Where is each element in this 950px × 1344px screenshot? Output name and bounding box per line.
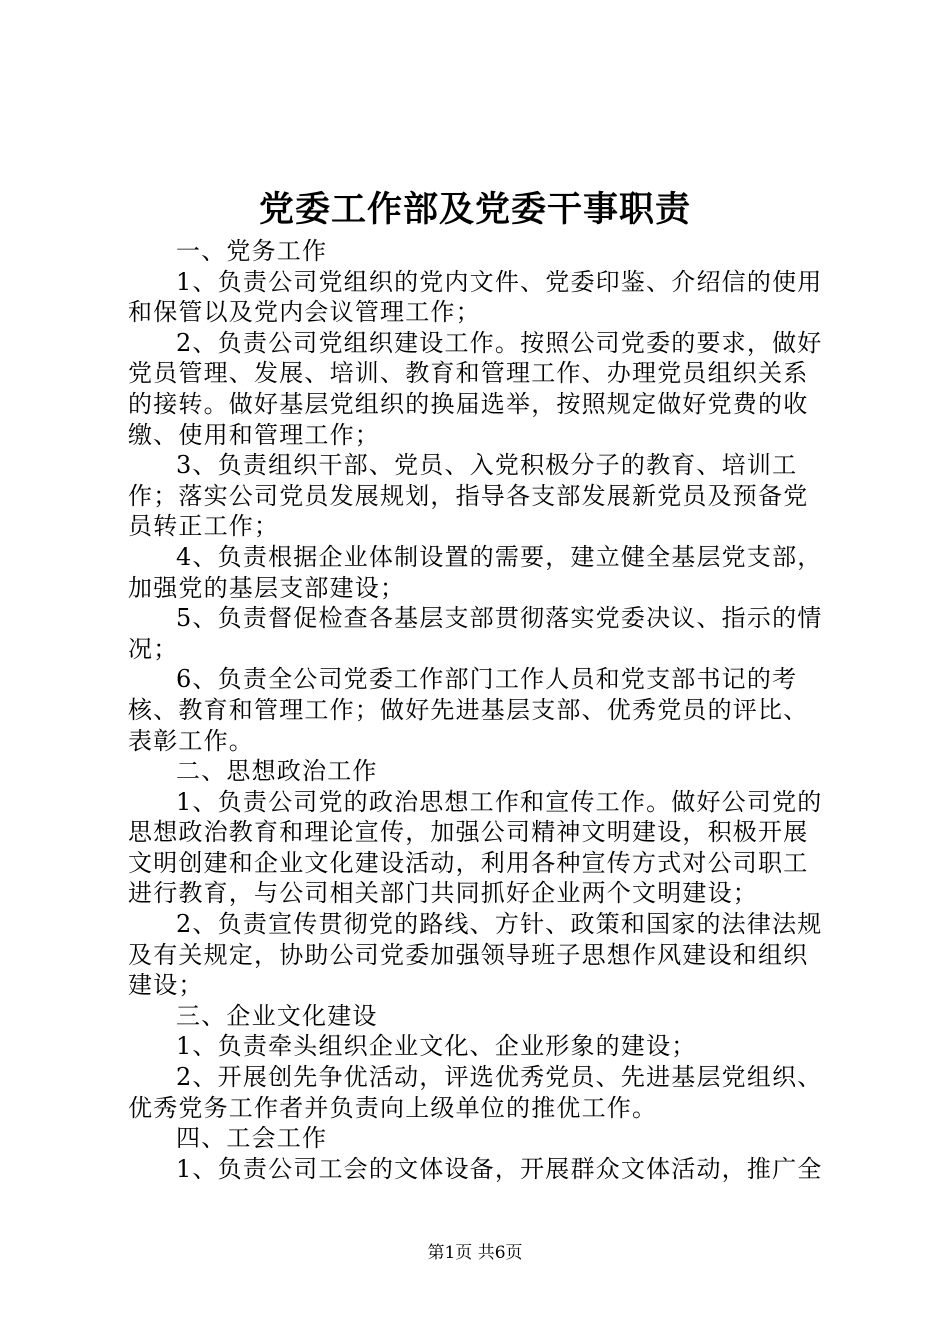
paragraph: 2、开展创先争优活动，评选优秀党员、先进基层党组织、优秀党务工作者并负责向上级单位的推优工作。 (128, 1063, 823, 1122)
document-body (128, 236, 828, 1184)
section-heading: 四、工会工作 (176, 1124, 328, 1153)
paragraph: 1、负责公司工会的文体设备，开展群众文体活动，推广全 (176, 1154, 823, 1183)
paragraph: 3、负责组织干部、党员、入党积极分子的教育、培训工作；落实公司党员发展规划，指导各支部发展新党员及预备党员转正工作； (128, 451, 809, 541)
section-heading: 二、思想政治工作 (176, 757, 378, 786)
paragraph: 2、负责宣传贯彻党的路线、方针、政策和国家的法律法规及有关规定，协助公司党委加强领导班子思想作风建设和组织建设； (128, 910, 823, 1000)
paragraph: 1、负责公司党组织的党内文件、党委印鉴、介绍信的使用和保管以及党内会议管理工作； (128, 267, 823, 327)
paragraph: 1、负责牵头组织企业文化、企业形象的建设； (176, 1032, 697, 1061)
paragraph: 5、负责督促检查各基层支部贯彻落实党委决议、指示的情况； (128, 604, 823, 663)
section-heading: 一、党务工作 (176, 237, 328, 265)
paragraph: 1、负责公司党的政治思想工作和宣传工作。做好公司党的思想政治教育和理论宣传，加强公司精神文明建设，积极开展文明创建和企业文化建设活动，利用各种宣传方式对公司职工进行教育，与公司相关部门共同抓好企业两个文明建设； (128, 787, 823, 908)
page-number-footer: 第1页 共6页 (427, 1243, 523, 1263)
section-heading: 三、企业文化建设 (176, 1001, 378, 1030)
document-title: 党委工作部及党委干事职责 (258, 189, 691, 230)
paragraph: 6、负责全公司党委工作部门工作人员和党支部书记的考核、教育和管理工作；做好先进基层支部、优秀党员的评比、表彰工作。 (128, 665, 809, 755)
paragraph: 2、负责公司党组织建设工作。按照公司党委的要求，做好党员管理、发展、培训、教育和管理工作、办理党员组织关系的接转。做好基层党组织的换届选举，按照规定做好党费的收缴、使用和管理工作； (128, 328, 823, 449)
paragraph: 4、负责根据企业体制设置的需要，建立健全基层党支部，加强党的基层支部建设； (128, 542, 823, 602)
